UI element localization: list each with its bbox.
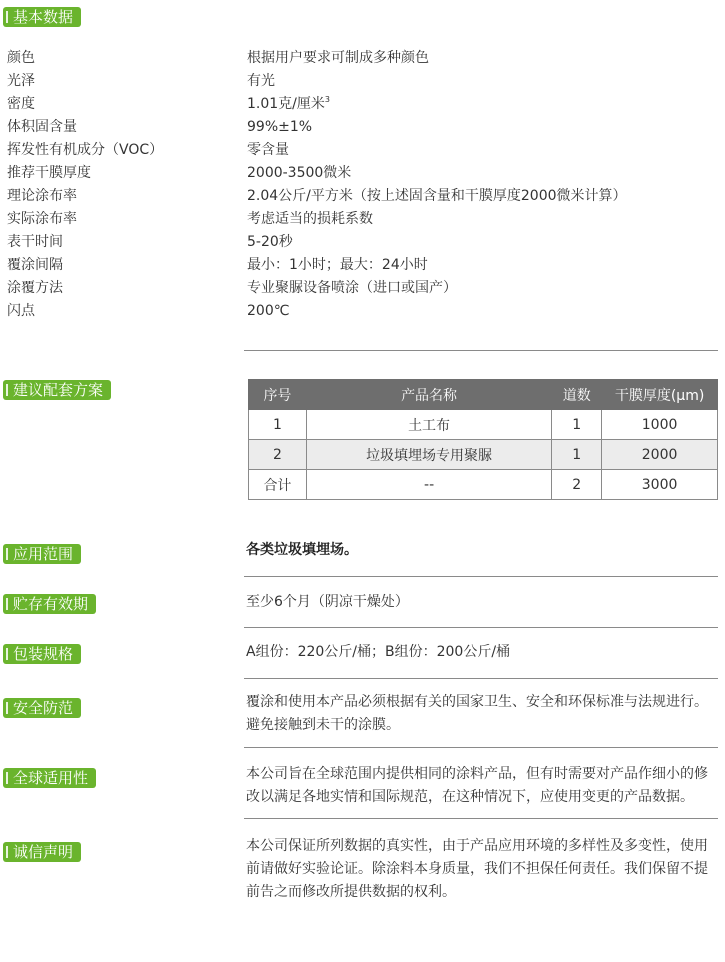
table-cell: 1 [249, 410, 307, 440]
scope-text: 各类垃圾填埋场。 [246, 542, 358, 558]
integrity-line: 本公司保证所列数据的真实性，由于产品应用环境的多样性及多变性，使用 [246, 838, 708, 854]
property-value: 99%±1% [247, 119, 313, 135]
property-name: 光泽 [7, 73, 35, 89]
divider [244, 350, 718, 351]
integrity-line: 前告之而修改所提供数据的权利。 [246, 884, 456, 900]
property-row [7, 254, 722, 277]
table-cell: 1 [552, 410, 602, 440]
property-row [7, 277, 722, 300]
global-line: 本公司旨在全球范围内提供相同的涂料产品，但有时需要对产品作细小的修 [246, 766, 708, 782]
table-row [249, 440, 718, 470]
integrity-line: 前请做好实验论证。除涂料本身质量，我们不担保任何责任。我们保留不提 [246, 861, 708, 877]
property-row [7, 116, 722, 139]
property-name: 挥发性有机成分（VOC） [7, 142, 164, 158]
property-row [7, 162, 722, 185]
property-row [7, 93, 722, 116]
table-cell: 土工布 [306, 410, 551, 440]
property-value: 5-20秒 [247, 234, 293, 250]
property-name: 表干时间 [7, 234, 63, 250]
property-name: 覆涂间隔 [7, 257, 63, 273]
section-tag-global: 全球适用性 [3, 768, 96, 788]
property-name: 涂覆方法 [7, 280, 63, 296]
property-row [7, 231, 722, 254]
integrity-text [246, 835, 718, 904]
table-cell: 2 [552, 470, 602, 500]
property-value [247, 93, 330, 116]
property-value: 2.04公斤/平方米（按上述固含量和干膜厚度2000微米计算） [247, 188, 627, 204]
property-row [7, 185, 722, 208]
property-name: 体积固含量 [7, 119, 77, 135]
section-tag-storage: 贮存有效期 [3, 594, 96, 614]
table-cell: 3000 [602, 470, 718, 500]
package-text: A组份：220公斤/桶；B组份：200公斤/桶 [246, 644, 511, 660]
property-value: 考虑适当的损耗系数 [247, 211, 373, 227]
density-superscript: 3 [324, 95, 330, 104]
section-tag-scope: 应用范围 [3, 544, 81, 564]
table-cell: 1 [552, 440, 602, 470]
property-value: 根据用户要求可制成多种颜色 [247, 50, 429, 66]
section-tag-package: 包装规格 [3, 644, 81, 664]
property-value: 最小：1小时；最大：24小时 [247, 257, 428, 273]
table-cell: 2000 [602, 440, 718, 470]
property-list [7, 47, 722, 323]
safety-line: 避免接触到未干的涂膜。 [246, 717, 400, 733]
section-tag-basic-data: 基本数据 [3, 7, 81, 27]
global-text [246, 763, 718, 809]
divider [244, 818, 718, 819]
property-name: 密度 [7, 96, 35, 112]
divider [244, 678, 718, 679]
table-header-cell: 干膜厚度(μm) [602, 380, 718, 410]
property-value: 2000-3500微米 [247, 165, 352, 181]
combo-table [248, 379, 718, 500]
section-tag-integrity: 诚信声明 [3, 842, 81, 862]
table-header-row [249, 380, 718, 410]
property-row [7, 47, 722, 70]
section-tag-safety: 安全防范 [3, 698, 81, 718]
table-row-total [249, 470, 718, 500]
property-row [7, 208, 722, 231]
table-header-cell: 道数 [552, 380, 602, 410]
section-tag-combo: 建议配套方案 [3, 380, 111, 400]
table-cell: 合计 [249, 470, 307, 500]
property-value: 专业聚脲设备喷涂（进口或国产） [247, 280, 457, 296]
property-row [7, 139, 722, 162]
divider [244, 627, 718, 628]
property-name: 推荐干膜厚度 [7, 165, 91, 181]
property-row [7, 300, 722, 323]
table-cell: 1000 [602, 410, 718, 440]
safety-text [246, 691, 718, 737]
property-name: 实际涂布率 [7, 211, 77, 227]
density-value: 1.01克/厘米 [247, 96, 325, 112]
property-row [7, 70, 722, 93]
global-line: 改以满足各地实情和国际规范，在这种情况下，应使用变更的产品数据。 [246, 789, 694, 805]
table-header-cell: 序号 [249, 380, 307, 410]
table-cell: -- [306, 470, 551, 500]
storage-text: 至少6个月（阴凉干燥处） [246, 594, 409, 610]
property-value: 零含量 [247, 142, 289, 158]
table-row [249, 410, 718, 440]
safety-line: 覆涂和使用本产品必须根据有关的国家卫生、安全和环保标准与法规进行。 [246, 694, 708, 710]
divider [244, 747, 718, 748]
property-value: 200℃ [247, 303, 290, 319]
divider [244, 576, 718, 577]
property-name: 闪点 [7, 303, 35, 319]
table-cell: 2 [249, 440, 307, 470]
property-value: 有光 [247, 73, 275, 89]
table-cell: 垃圾填埋场专用聚脲 [306, 440, 551, 470]
property-name: 理论涂布率 [7, 188, 77, 204]
table-header-cell: 产品名称 [306, 380, 551, 410]
property-name: 颜色 [7, 50, 35, 66]
